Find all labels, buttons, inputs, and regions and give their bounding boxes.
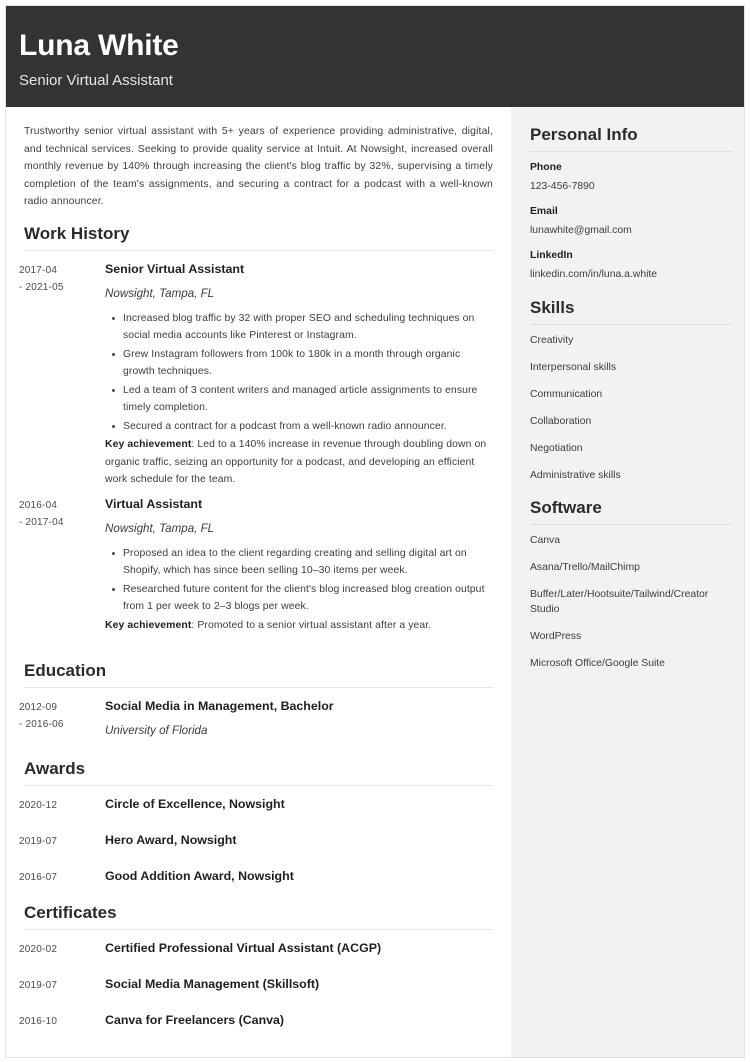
entry-date-start: 2020-12 [19, 800, 58, 811]
entry-subtitle: Nowsight, Tampa, FL [105, 286, 215, 300]
sidebar [511, 107, 744, 1057]
certificate-entry [19, 1011, 493, 1030]
list-item: Grew Instagram followers from 100k to 180k in a month through organic growth techniques. [123, 346, 493, 381]
sidebar-section-software [530, 497, 732, 671]
sidebar-divider [530, 324, 732, 325]
key-achievement [105, 617, 493, 635]
header-job-title: Senior Virtual Assistant [19, 72, 173, 89]
contact-label: Email [530, 206, 558, 217]
sidebar-divider [530, 151, 732, 152]
entry-date-start: 2016-07 [19, 872, 58, 883]
section-heading-education: Education [24, 661, 107, 680]
section-divider [24, 250, 493, 251]
entry-date-start: 2016-04 [19, 499, 58, 511]
entry-dates [19, 795, 105, 814]
entry-dates [19, 939, 105, 958]
section-awards [19, 758, 493, 886]
sidebar-section-skills [530, 297, 732, 483]
entry-date-start: 2016-10 [19, 1016, 58, 1027]
list-item: Communication [530, 389, 603, 400]
sidebar-heading-personal-info: Personal Info [530, 125, 638, 144]
entry-title: Good Addition Award, Nowsight [105, 869, 294, 883]
section-heading-certificates: Certificates [24, 903, 117, 922]
section-certificates [19, 902, 493, 1030]
work-entry [19, 495, 493, 635]
entry-body [105, 697, 493, 740]
entry-body [105, 867, 493, 886]
entry-title: Canva for Freelancers (Canva) [105, 1013, 285, 1027]
sidebar-heading-skills: Skills [530, 298, 575, 317]
sidebar-heading-software: Software [530, 498, 602, 517]
key-achievement [105, 436, 493, 489]
entry-title: Virtual Assistant [105, 496, 203, 511]
resume-header [6, 6, 744, 107]
section-divider [24, 687, 493, 688]
certificate-entry [19, 939, 493, 958]
list-item: Creativity [530, 335, 574, 346]
list-item: Asana/Trello/MailChimp [530, 562, 640, 573]
contact-item-email [530, 204, 732, 239]
key-achievement-text: : Led to a 140% increase in revenue through doubling down on organic traffic, seizing an opportunity for a podcast, and developing an efficient work schedule for the team. [105, 439, 487, 485]
entry-dates [19, 260, 105, 296]
entry-body [105, 495, 493, 635]
entry-body [105, 795, 493, 814]
list-item: Secured a contract for a podcast from a well-known radio announcer. [123, 418, 493, 436]
entry-body [105, 260, 493, 489]
award-entry [19, 867, 493, 886]
list-item: Buffer/Later/Hootsuite/Tailwind/Creator Studio [530, 589, 709, 615]
section-education [19, 660, 493, 740]
entry-bullet-list [105, 310, 493, 436]
entry-body [105, 975, 493, 994]
entry-title: Hero Award, Nowsight [105, 833, 237, 847]
list-item: Led a team of 3 content writers and managed article assignments to ensure timely completion. [123, 382, 493, 417]
entry-dates [19, 867, 105, 886]
contact-label: LinkedIn [530, 250, 573, 261]
entry-date-end: - 2021-05 [19, 281, 64, 293]
work-entry [19, 260, 493, 489]
entry-dates [19, 697, 105, 733]
list-item: Increased blog traffic by 32 with proper SEO and scheduling techniques on social media accounts like Pinterest or Instagram. [123, 310, 493, 345]
main-column [6, 107, 511, 1057]
entry-dates [19, 495, 105, 531]
section-heading-awards: Awards [24, 759, 86, 778]
summary-paragraph: Trustworthy senior virtual assistant with 5+ years of experience providing administrative, digital, and technical services. Seeking to provide quality service at Intuit. At Nowsight, increased overall monthly revenue by 140% through increasing the client's blog traffic by 32%, supervising a timely completion of the team's assignments, and securing a contract for a podcast with a well-known radio announcer. [24, 126, 493, 207]
entry-bullet-list [105, 545, 493, 616]
entry-date-end: - 2017-04 [19, 516, 64, 528]
entry-dates [19, 1011, 105, 1030]
list-item: Administrative skills [530, 470, 621, 481]
entry-title: Senior Virtual Assistant [105, 261, 245, 276]
sidebar-divider [530, 524, 732, 525]
resume-sheet [5, 5, 745, 1058]
section-divider [24, 785, 493, 786]
education-entry [19, 697, 493, 740]
list-item: Canva [530, 535, 561, 546]
entry-body [105, 831, 493, 850]
key-achievement-label: Key achievement [105, 619, 192, 631]
sidebar-section-personal-info [530, 124, 732, 283]
list-item: Negotiation [530, 443, 583, 454]
contact-item-phone [530, 160, 732, 195]
entry-date-end: - 2016-06 [19, 719, 64, 730]
contact-value-email[interactable]: lunawhite@gmail.com [530, 225, 632, 236]
entry-dates [19, 831, 105, 850]
resume-body [6, 107, 744, 1057]
entry-title: Social Media in Management, Bachelor [105, 699, 334, 713]
award-entry [19, 795, 493, 814]
list-item: Microsoft Office/Google Suite [530, 658, 665, 669]
list-item: Proposed an idea to the client regarding creating and selling digital art on Shopify, which has since been selling 10–30 items per week. [123, 545, 493, 580]
entry-title: Social Media Management (Skillsoft) [105, 977, 320, 991]
entry-date-start: 2019-07 [19, 980, 58, 991]
entry-date-start: 2017-04 [19, 264, 58, 276]
list-item: Researched future content for the client's blog increased blog creation output from 1 per week to 2–3 blogs per week. [123, 581, 493, 616]
section-work-history [19, 223, 493, 635]
key-achievement-label: Key achievement [105, 439, 192, 450]
entry-body [105, 1011, 493, 1030]
section-divider [24, 929, 493, 930]
page-title: Luna White [19, 29, 179, 62]
key-achievement-text: : Promoted to a senior virtual assistant after a year. [191, 619, 432, 631]
list-item: Interpersonal skills [530, 362, 617, 373]
contact-label: Phone [530, 162, 562, 173]
entry-title: Circle of Excellence, Nowsight [105, 797, 285, 811]
entry-dates [19, 975, 105, 994]
award-entry [19, 831, 493, 850]
list-item: WordPress [530, 631, 582, 642]
entry-date-start: 2019-07 [19, 836, 58, 847]
entry-subtitle: University of Florida [105, 724, 208, 737]
entry-title: Certified Professional Virtual Assistant (ACGP) [105, 941, 382, 955]
contact-value-phone[interactable]: 123-456-7890 [530, 181, 595, 192]
entry-body [105, 939, 493, 958]
entry-subtitle: Nowsight, Tampa, FL [105, 521, 215, 535]
certificate-entry [19, 975, 493, 994]
contact-value-linkedin[interactable]: linkedin.com/in/luna.a.white [530, 269, 658, 280]
contact-item-linkedin [530, 248, 732, 283]
entry-date-start: 2020-02 [19, 944, 58, 955]
section-heading-work-history: Work History [24, 223, 130, 243]
entry-date-start: 2012-09 [19, 702, 58, 713]
list-item: Collaboration [530, 416, 592, 427]
